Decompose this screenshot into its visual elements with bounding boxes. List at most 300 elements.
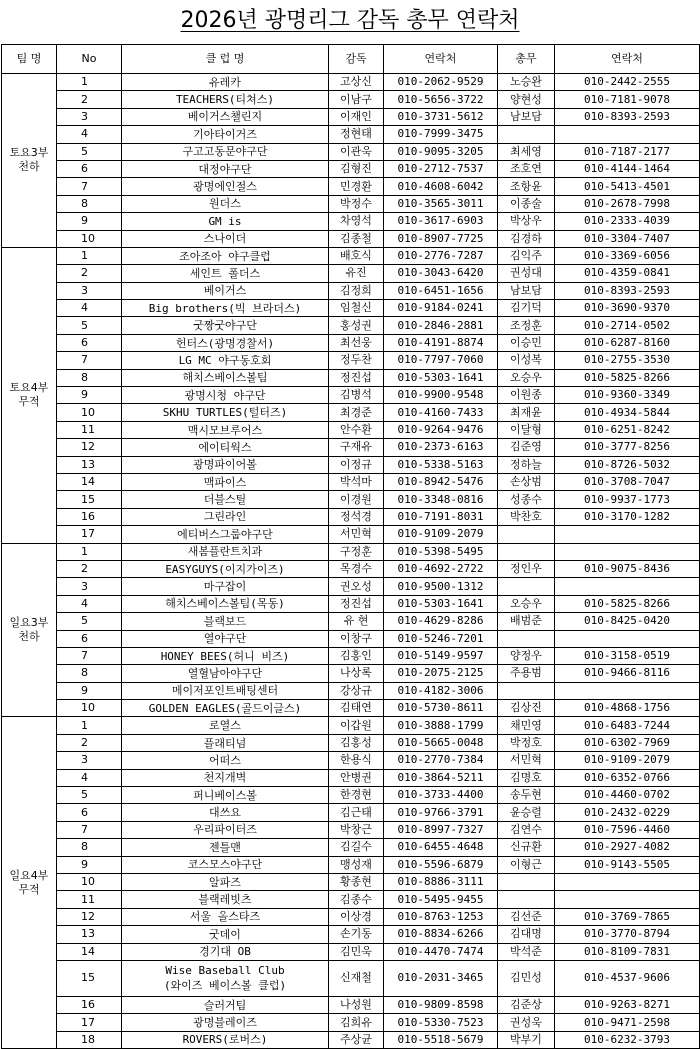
row-number: 10: [57, 873, 122, 890]
row-number: 5: [57, 143, 122, 160]
table-row: [2, 769, 700, 786]
table-row: [2, 526, 700, 543]
secretary-phone: 010-4537-9606: [555, 960, 700, 996]
manager-name: 박석마: [329, 473, 384, 490]
secretary-phone: 010-7596-4460: [555, 821, 700, 838]
team-group-name: 토요4부 무적: [2, 247, 57, 543]
table-row: [2, 960, 700, 996]
row-number: 6: [57, 630, 122, 647]
club-name: 더블스틸: [122, 491, 329, 508]
manager-phone: 010-4608-6042: [384, 178, 498, 195]
row-number: 2: [57, 265, 122, 282]
secretary-name: 주용범: [498, 665, 555, 682]
secretary-phone: [555, 630, 700, 647]
secretary-phone: 010-2678-7998: [555, 195, 700, 212]
secretary-phone: 010-9263-8271: [555, 996, 700, 1013]
secretary-phone: 010-8393-2593: [555, 282, 700, 299]
table-row: [2, 700, 700, 717]
row-number: 13: [57, 456, 122, 473]
header-manager: 감독: [329, 45, 384, 74]
table-row: [2, 491, 700, 508]
secretary-name: 오승우: [498, 369, 555, 386]
club-name: 블랙보드: [122, 613, 329, 630]
table-row: [2, 195, 700, 212]
club-name: 원더스: [122, 195, 329, 212]
row-number: 8: [57, 665, 122, 682]
row-number: 9: [57, 682, 122, 699]
row-number: 1: [57, 247, 122, 264]
table-row: [2, 908, 700, 925]
club-name: 서울 올스타즈: [122, 908, 329, 925]
table-row: [2, 456, 700, 473]
manager-phone: 010-8942-5476: [384, 473, 498, 490]
club-name: HONEY BEES(허니 비즈): [122, 647, 329, 664]
secretary-phone: [555, 682, 700, 699]
secretary-name: 김명호: [498, 769, 555, 786]
row-number: 12: [57, 908, 122, 925]
row-number: 4: [57, 595, 122, 612]
secretary-phone: 010-8393-2593: [555, 108, 700, 125]
table-row: [2, 334, 700, 351]
table-row: [2, 160, 700, 177]
manager-name: 김근태: [329, 804, 384, 821]
table-row: [2, 717, 700, 734]
manager-name: 박창근: [329, 821, 384, 838]
table-row: [2, 352, 700, 369]
row-number: 5: [57, 317, 122, 334]
secretary-name: [498, 630, 555, 647]
table-row: [2, 630, 700, 647]
secretary-phone: 010-3158-0519: [555, 647, 700, 664]
row-number: 6: [57, 160, 122, 177]
manager-phone: 010-5518-5679: [384, 1031, 498, 1048]
table-row: [2, 891, 700, 908]
manager-name: 권오성: [329, 578, 384, 595]
manager-name: 최경준: [329, 404, 384, 421]
manager-name: 안수환: [329, 421, 384, 438]
club-name: 대쓰요: [122, 804, 329, 821]
manager-phone: 010-5495-9455: [384, 891, 498, 908]
secretary-phone: 010-2333-4039: [555, 213, 700, 230]
manager-name: 고상신: [329, 74, 384, 91]
manager-phone: 010-2075-2125: [384, 665, 498, 682]
club-name: 경기대 OB: [122, 943, 329, 960]
club-name: 유레카: [122, 74, 329, 91]
table-row: [2, 265, 700, 282]
row-number: 7: [57, 821, 122, 838]
club-name: 굿짱굿야구단: [122, 317, 329, 334]
table-row: [2, 91, 700, 108]
secretary-phone: 010-3304-7407: [555, 230, 700, 247]
row-number: 1: [57, 74, 122, 91]
manager-phone: 010-3864-5211: [384, 769, 498, 786]
secretary-name: 이달형: [498, 421, 555, 438]
table-body: [2, 74, 700, 1049]
secretary-name: 권성대: [498, 265, 555, 282]
row-number: 2: [57, 734, 122, 751]
secretary-name: 김대명: [498, 926, 555, 943]
manager-name: 나성원: [329, 996, 384, 1013]
row-number: 9: [57, 387, 122, 404]
table-row: [2, 439, 700, 456]
row-number: 13: [57, 926, 122, 943]
manager-phone: 010-5656-3722: [384, 91, 498, 108]
secretary-phone: 010-6302-7969: [555, 734, 700, 751]
secretary-name: 박부기: [498, 1031, 555, 1048]
row-number: 16: [57, 996, 122, 1013]
secretary-phone: 010-8425-0420: [555, 613, 700, 630]
manager-name: 한경현: [329, 787, 384, 804]
table-row: [2, 595, 700, 612]
row-number: 11: [57, 421, 122, 438]
manager-phone: 010-5303-1641: [384, 595, 498, 612]
secretary-phone: 010-9109-2079: [555, 752, 700, 769]
row-number: 14: [57, 943, 122, 960]
header-secretary-phone: 연락처: [555, 45, 700, 74]
row-number: 15: [57, 491, 122, 508]
club-name: 광명블레이즈: [122, 1014, 329, 1031]
row-number: 6: [57, 334, 122, 351]
club-name: 열혈남아야구단: [122, 665, 329, 682]
secretary-name: 배범준: [498, 613, 555, 630]
secretary-name: 조정훈: [498, 317, 555, 334]
table-row: [2, 943, 700, 960]
table-row: [2, 787, 700, 804]
secretary-phone: 010-9466-8116: [555, 665, 700, 682]
manager-phone: 010-4629-8286: [384, 613, 498, 630]
header-no: No: [57, 45, 122, 74]
header-club: 클 럽 명: [122, 45, 329, 74]
manager-phone: 010-8907-7725: [384, 230, 498, 247]
secretary-phone: 010-3690-9370: [555, 300, 700, 317]
manager-phone: 010-2846-2881: [384, 317, 498, 334]
club-name: 마구잡이: [122, 578, 329, 595]
manager-name: 정진섭: [329, 369, 384, 386]
manager-name: 정진섭: [329, 595, 384, 612]
manager-phone: 010-5665-0048: [384, 734, 498, 751]
manager-phone: 010-8886-3111: [384, 873, 498, 890]
secretary-phone: 010-9937-1773: [555, 491, 700, 508]
manager-phone: 010-4470-7474: [384, 943, 498, 960]
manager-name: 민경환: [329, 178, 384, 195]
manager-phone: 010-3617-6903: [384, 213, 498, 230]
manager-name: 정두찬: [329, 352, 384, 369]
header-secretary: 총무: [498, 45, 555, 74]
manager-phone: 010-3043-6420: [384, 265, 498, 282]
row-number: 10: [57, 700, 122, 717]
secretary-phone: 010-4868-1756: [555, 700, 700, 717]
club-name: 어떠스: [122, 752, 329, 769]
secretary-name: 박정호: [498, 734, 555, 751]
secretary-phone: 010-6287-8160: [555, 334, 700, 351]
club-name: 스나이더: [122, 230, 329, 247]
manager-name: 주상균: [329, 1031, 384, 1048]
club-name: GOLDEN EAGLES(골드이글스): [122, 700, 329, 717]
manager-phone: 010-9109-2079: [384, 526, 498, 543]
secretary-phone: 010-9143-5505: [555, 856, 700, 873]
table-row: [2, 369, 700, 386]
header-team: 팀 명: [2, 45, 57, 74]
secretary-phone: 010-9471-2598: [555, 1014, 700, 1031]
club-name: 에이티웍스: [122, 439, 329, 456]
secretary-phone: 010-5413-4501: [555, 178, 700, 195]
manager-phone: 010-4692-2722: [384, 560, 498, 577]
club-name: 베이거스챌린지: [122, 108, 329, 125]
manager-name: 김형진: [329, 160, 384, 177]
secretary-phone: 010-2755-3530: [555, 352, 700, 369]
secretary-name: 최재윤: [498, 404, 555, 421]
secretary-name: 채민영: [498, 717, 555, 734]
row-number: 2: [57, 560, 122, 577]
table-row: [2, 126, 700, 143]
manager-name: 정현태: [329, 126, 384, 143]
manager-name: 서민혁: [329, 526, 384, 543]
manager-name: 김홍성: [329, 734, 384, 751]
secretary-phone: 010-4460-0702: [555, 787, 700, 804]
secretary-phone: 010-4934-5844: [555, 404, 700, 421]
manager-name: 김병석: [329, 387, 384, 404]
row-number: 2: [57, 91, 122, 108]
secretary-name: 김기덕: [498, 300, 555, 317]
manager-phone: 010-4160-7433: [384, 404, 498, 421]
secretary-phone: [555, 126, 700, 143]
secretary-name: 서민혁: [498, 752, 555, 769]
secretary-phone: 010-3369-6056: [555, 247, 700, 264]
secretary-name: 양정우: [498, 647, 555, 664]
secretary-phone: 010-6232-3793: [555, 1031, 700, 1048]
club-name: 알파즈: [122, 873, 329, 890]
secretary-name: [498, 543, 555, 560]
table-row: [2, 317, 700, 334]
club-name: 맥시모브루어스: [122, 421, 329, 438]
secretary-name: [498, 578, 555, 595]
club-name: Big brothers(빅 브라더스): [122, 300, 329, 317]
secretary-name: 조호연: [498, 160, 555, 177]
header-manager-phone: 연락처: [384, 45, 498, 74]
club-name: SKHU TURTLES(털터즈): [122, 404, 329, 421]
secretary-phone: 010-6251-8242: [555, 421, 700, 438]
manager-phone: 010-5730-8611: [384, 700, 498, 717]
table-row: [2, 543, 700, 560]
secretary-phone: 010-3769-7865: [555, 908, 700, 925]
manager-phone: 010-2031-3465: [384, 960, 498, 996]
secretary-phone: 010-9360-3349: [555, 387, 700, 404]
secretary-name: 김연수: [498, 821, 555, 838]
club-name: 블랙레빗츠: [122, 891, 329, 908]
row-number: 12: [57, 439, 122, 456]
table-row: [2, 682, 700, 699]
secretary-name: 양현성: [498, 91, 555, 108]
row-number: 9: [57, 213, 122, 230]
table-row: [2, 752, 700, 769]
club-name: 세인트 폴더스: [122, 265, 329, 282]
secretary-phone: 010-6483-7244: [555, 717, 700, 734]
club-name: 베이거스: [122, 282, 329, 299]
table-row: [2, 74, 700, 91]
manager-name: 이관욱: [329, 143, 384, 160]
manager-phone: 010-8997-7327: [384, 821, 498, 838]
club-name: 해치스베이스볼팀: [122, 369, 329, 386]
table-row: [2, 578, 700, 595]
secretary-name: [498, 526, 555, 543]
club-name: 대정야구단: [122, 160, 329, 177]
table-row: [2, 821, 700, 838]
secretary-name: 노승완: [498, 74, 555, 91]
team-group-name: 일요4부 무적: [2, 717, 57, 1049]
secretary-phone: 010-8109-7831: [555, 943, 700, 960]
secretary-name: 김선준: [498, 908, 555, 925]
team-group-name: 일요3부 천하: [2, 543, 57, 717]
row-number: 18: [57, 1031, 122, 1048]
secretary-name: 신규환: [498, 839, 555, 856]
club-name: 메이저포인트배팅센터: [122, 682, 329, 699]
manager-phone: 010-9095-3205: [384, 143, 498, 160]
row-number: 10: [57, 230, 122, 247]
manager-phone: 010-9184-0241: [384, 300, 498, 317]
table-row: [2, 421, 700, 438]
manager-name: 김태연: [329, 700, 384, 717]
club-name: 맥파이스: [122, 473, 329, 490]
manager-name: 유 현: [329, 613, 384, 630]
manager-phone: 010-3731-5612: [384, 108, 498, 125]
club-name: 에티버스그룹야구단: [122, 526, 329, 543]
table-row: [2, 387, 700, 404]
manager-phone: 010-8834-6266: [384, 926, 498, 943]
manager-phone: 010-3888-1799: [384, 717, 498, 734]
table-row: [2, 665, 700, 682]
manager-phone: 010-5338-5163: [384, 456, 498, 473]
manager-phone: 010-2062-9529: [384, 74, 498, 91]
manager-name: 황종현: [329, 873, 384, 890]
manager-name: 나상록: [329, 665, 384, 682]
club-name: 우리파이터즈: [122, 821, 329, 838]
manager-phone: 010-3565-3011: [384, 195, 498, 212]
manager-name: 김정희: [329, 282, 384, 299]
table-row: [2, 1014, 700, 1031]
manager-phone: 010-9500-1312: [384, 578, 498, 595]
manager-name: 김희유: [329, 1014, 384, 1031]
secretary-name: [498, 126, 555, 143]
manager-name: 이경원: [329, 491, 384, 508]
manager-name: 차영석: [329, 213, 384, 230]
row-number: 17: [57, 526, 122, 543]
row-number: 5: [57, 787, 122, 804]
secretary-phone: 010-2442-2555: [555, 74, 700, 91]
secretary-phone: 010-9075-8436: [555, 560, 700, 577]
club-name: 로열스: [122, 717, 329, 734]
secretary-name: 송두현: [498, 787, 555, 804]
secretary-phone: 010-7187-2177: [555, 143, 700, 160]
secretary-name: [498, 891, 555, 908]
secretary-phone: 010-2714-0502: [555, 317, 700, 334]
secretary-name: 정하늘: [498, 456, 555, 473]
club-name: 코스모스야구단: [122, 856, 329, 873]
row-number: 4: [57, 769, 122, 786]
club-name: 광명에인절스: [122, 178, 329, 195]
secretary-name: [498, 873, 555, 890]
secretary-phone: [555, 891, 700, 908]
secretary-phone: 010-2927-4082: [555, 839, 700, 856]
secretary-name: 남보담: [498, 282, 555, 299]
row-number: 7: [57, 178, 122, 195]
club-name: GM is: [122, 213, 329, 230]
row-number: 6: [57, 804, 122, 821]
secretary-name: 이형근: [498, 856, 555, 873]
secretary-phone: [555, 543, 700, 560]
club-name: 기아타이거즈: [122, 126, 329, 143]
secretary-phone: 010-3170-1282: [555, 508, 700, 525]
row-number: 9: [57, 856, 122, 873]
manager-name: 목경수: [329, 560, 384, 577]
manager-name: 한용식: [329, 752, 384, 769]
page-title-text: 2026년 광명리그 감독 총무 연락처: [180, 8, 520, 33]
secretary-name: 정인우: [498, 560, 555, 577]
row-number: 7: [57, 352, 122, 369]
table-row: [2, 473, 700, 490]
secretary-phone: 010-4144-1464: [555, 160, 700, 177]
manager-name: 이남구: [329, 91, 384, 108]
club-name: Wise Baseball Club (와이즈 베이스볼 클럽): [122, 960, 329, 996]
table-row: [2, 560, 700, 577]
manager-phone: 010-5398-5495: [384, 543, 498, 560]
table-row: [2, 839, 700, 856]
club-name: 해치스베이스볼팀(목동): [122, 595, 329, 612]
table-row: [2, 804, 700, 821]
manager-phone: 010-2776-7287: [384, 247, 498, 264]
table-row: [2, 247, 700, 264]
club-name: TEACHERS(티쳐스): [122, 91, 329, 108]
team-group-name: 토요3부 천하: [2, 74, 57, 248]
club-name: 슬러거팀: [122, 996, 329, 1013]
club-name: 구고고동문야구단: [122, 143, 329, 160]
contact-table: [1, 44, 700, 1049]
manager-phone: 010-5596-6879: [384, 856, 498, 873]
row-number: 1: [57, 543, 122, 560]
row-number: 8: [57, 839, 122, 856]
table-row: [2, 108, 700, 125]
secretary-name: 김경하: [498, 230, 555, 247]
manager-phone: 010-4182-3006: [384, 682, 498, 699]
secretary-name: 이종술: [498, 195, 555, 212]
secretary-phone: [555, 873, 700, 890]
club-name: ROVERS(로버스): [122, 1031, 329, 1048]
secretary-name: 박찬호: [498, 508, 555, 525]
club-name: 광명시청 야구단: [122, 387, 329, 404]
row-number: 3: [57, 578, 122, 595]
secretary-name: 남보담: [498, 108, 555, 125]
manager-name: 김길수: [329, 839, 384, 856]
manager-phone: 010-9766-3791: [384, 804, 498, 821]
table-row: [2, 300, 700, 317]
manager-name: 배호식: [329, 247, 384, 264]
row-number: 8: [57, 195, 122, 212]
table-row: [2, 996, 700, 1013]
table-row: [2, 508, 700, 525]
manager-name: 김종철: [329, 230, 384, 247]
secretary-name: 윤승렬: [498, 804, 555, 821]
club-name: 광명파이어볼: [122, 456, 329, 473]
manager-name: 구재유: [329, 439, 384, 456]
manager-phone: 010-2712-7537: [384, 160, 498, 177]
secretary-phone: 010-3777-8256: [555, 439, 700, 456]
secretary-phone: 010-5825-8266: [555, 369, 700, 386]
secretary-phone: 010-2432-0229: [555, 804, 700, 821]
secretary-name: 조항윤: [498, 178, 555, 195]
secretary-phone: [555, 526, 700, 543]
manager-name: 이창구: [329, 630, 384, 647]
club-name: 조아조아 야구클럽: [122, 247, 329, 264]
manager-phone: 010-9900-9548: [384, 387, 498, 404]
